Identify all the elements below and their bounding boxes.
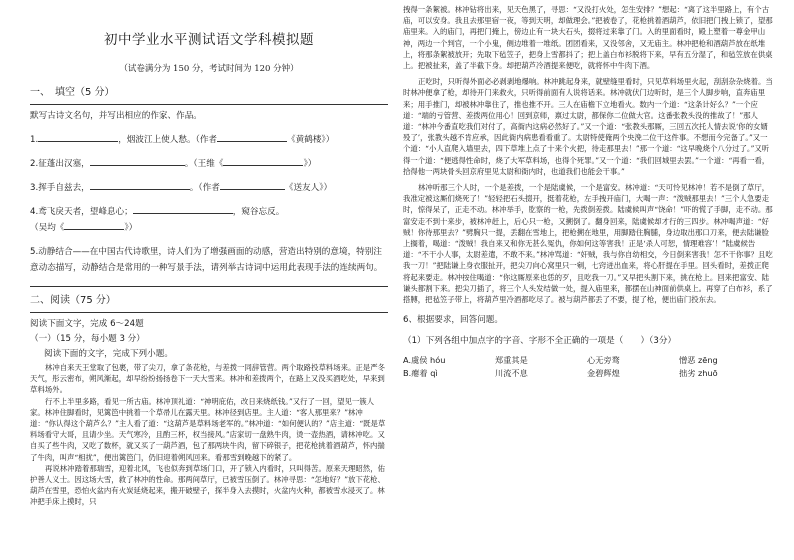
question-5: 5.动静结合——在中国古代诗歌里，诗人们为了增强画面的动感，营造出特别的意境，特别注意动态描写，动静结合是常用的一种写景手法，请列举古诗词中运用此表现手法的连续两句。 [30, 247, 383, 273]
answer-line[interactable] [30, 276, 388, 287]
subsection-instruction: 阅读下面的文字，完成下列小题。 [44, 349, 173, 359]
option-b[interactable]: B.瘪着 qì 川流不息 金碧辉煌 拙劣 zhuō [403, 368, 718, 379]
fill-item-5: （吴均《 》） [30, 220, 388, 236]
passage-paragraph: 正吃时，只听得外面必必剥剥地爆响。林冲跳起身来，就壁缝里看时，只见草料场里火起，刮刮杂杂烧着。当时林冲便拿了枪，却待开门来救火，只听得前面有人说将话来。林冲就伏门边听时，是三个人脚步响，直奔庙里来；用手推门，却被林冲靠住了，推也推不开。三人在庙檐下立地看火。数内一个道：“这条计好么？”一个应道：“端的亏管营、差拨两位用心！回到京师，禀过太尉，都保你二位做大官。这番张教头没的推故了！”那人道：“林冲今番直吃我们对付了，高衙内这病必然好了。”又一个道：“张教头那厮，三回五次托人情去说‘你的女婿殁了’，张教头越不肯应承，因此衙内病患看看重了。太尉特使俺两个央浼二位干这件事。不想而今完备了。”又一个道：“小人直爬入墙里去，四下草堆上点了十来个火把，待走那里去！”那一个道：“这早晚烧个八分过了。”又听得一个道：“便逃得性命时，烧了大军草料场，也得个死罪。”又一个道：“我们回城里去罢。”一个道：“再看一看，拾得他一两块骨头回京府里见太尉和衙内时，也道我们也能会干事。” [403, 77, 773, 176]
subsection-heading: （一）（15 分，每小题 3 分） [30, 334, 145, 344]
blank[interactable] [64, 220, 124, 230]
blank[interactable] [217, 132, 287, 142]
divider [30, 312, 388, 313]
passage-paragraph: 林冲自来天王堂取了包裹，带了尖刀，拿了条花枪，与差拨一同辞管营。两个取路投草料场来。正是严冬天气，彤云密布，朔风渐起，却早纷纷扬扬卷下一天大雪来。林冲和差拨两个，在路上又没买酒吃处，早来到草料场外。 [30, 363, 385, 395]
blank[interactable] [38, 132, 118, 142]
blank[interactable] [223, 156, 303, 166]
exam-info: （试卷满分为 150 分，考试时间为 120 分钟） [119, 64, 299, 74]
fill-item-1: 1. ，烟波江上使人愁。（作者 《黄鹤楼》） [30, 132, 388, 148]
section2-instruction: 阅读下面文字，完成 6～24题 [30, 319, 144, 329]
section1-instruction: 默写古诗文名句，并写出相应的作家、作品。 [30, 111, 202, 121]
fill-item-2: 2.征蓬出汉塞， 。（王维《 》） [30, 156, 388, 172]
fill-item-3: 3.挥手自兹去， 。（作者 《送友人》） [30, 180, 388, 196]
blank[interactable] [133, 204, 233, 214]
fill-item-4: 4.鸢飞戾天者，望峰息心； ，窥谷忘反。 [30, 204, 388, 220]
blank[interactable] [90, 180, 190, 190]
passage-paragraph: 拽得一条絮被。林冲钻将出来，见天色黑了，寻思：“又没打火处，怎生安排？”想起：“离了这半里路上，有个古庙，可以安身。我且去那里宿一夜，等到天明，却做理会。”把被卷了，花枪挑着酒葫芦，依旧把门拽上锁了，望那庙里来。入的庙门，再把门掩上，傍边止有一块大石头，掇将过来靠了门。入的里面看时，殿上塑着一尊金甲山神，两边一个判官，一个小鬼，侧边堆着一堆纸。团团看来，又没邻舍，又无庙主。林冲把枪和酒葫芦放在纸堆上，将那条絮被放开；先取下毡笠子，把身上雪都抖了；把上盖白布衫脱将下来，早有五分湿了，和毡笠放在供桌上。把被扯来，盖了半截下身。却把葫芦冷酒提来便吃，就将怀中牛肉下酒。 [403, 5, 773, 71]
section2-heading: 二、阅读（75 分） [30, 295, 116, 306]
left-column [30, 0, 388, 508]
option-a[interactable]: A.虞侯 hóu 郑重其是 心无旁骛 憎恶 zēng [403, 355, 718, 366]
question-6-heading: 6、根据要求，回答问题。 [403, 315, 503, 326]
passage-paragraph: 再说林冲踏着那瑞雪，迎着北风，飞也似奔到草场门口，开了锁入内看时，只叫得苦。原来天理昭然，佑护善人义士。因这场大雪，救了林冲的性命。那两间草厅，已被雪压倒了。林冲寻思：“怎地好？”放下花枪、葫芦在雪里，恐怕火盆内有火炭延烧起来，搬开破壁子，探半身入去摸时，火盆内火种，都被雪水浸灭了。林冲把手床上摸时，只 [30, 463, 385, 507]
blank[interactable] [90, 156, 185, 166]
passage-paragraph: 林冲听那三个人时，一个是差拨，一个是陆虞候，一个是富安。林冲道：“天可怜见林冲！若不是倒了草厅，我准定被这厮们烧死了！”轻轻把石头掇开，挺着花枪，左手拽开庙门，大喝一声：“泼贼那里去！”三个人急要走时，惊得呆了，正走不动。林冲举手，肐察的一枪，先拨倒差拨。陆虞候叫声“饶命！”吓的慌了手脚，走不动。那富安走不到十来步，被林冲赶上，后心只一枪，又搠倒了。翻身回来，陆虞候却才行的三四步。林冲喝声道：“好贼！你待那里去？”劈胸只一提，丢翻在雪地上，把枪搠在地里，用脚踏住胸脯，身边取出那口刀来，便去陆谦脸上搁着，喝道：“泼贼！我自来又和你无甚么冤仇，你如何这等害我！正是‘杀人可恕，情理难容’！”陆虞候告道：“不干小人事，太尉差遣，不敢不来。”林冲骂道：“奸贼，我与你自幼相交，今日倒来害我！怎不干你事？且吃我一刀！”把陆谦上身衣服扯开，把尖刀向心窝里只一剜，七窍迸出血来，将心肝提在手里。回头看时，差拨正爬将起来要走。林冲按住喝道：“你这厮原来也恁的歹，且吃我一刀。”又早把头割下来，挑在枪上。回来把富安、陆谦头都割下来。把尖刀插了，将三个人头发结做一处，提入庙里来，都摆在山神面前供桌上。再穿了白布衫，系了搭膊，把毡笠子带上，将葫芦里冷酒都吃尽了。被与葫芦都丢了不要，提了枪，便出庙门投东去。 [403, 183, 773, 305]
passage-paragraph: 行不上半里多路，看见一所古庙。林冲顶礼道：“神明庇佑，改日来烧纸钱。”又行了一回，望见一簇人家。林冲住脚看时，见篱笆中挑着一个草帚儿在露天里。林冲径到店里。主人道：“客人那里来？”林冲道：“你认得这个葫芦么？”主人看了道：“这葫芦是草料场老军的。”林冲道：“如何便认的？”店主道：“既是草料场看守大哥，且请少坐。天气寒冷，且酌三杯，权当接风。”店家切一盘熟牛肉，烫一壶热酒，请林冲吃。又自买了些牛肉，又吃了数杯，就又买了一葫芦酒，包了那两块牛肉，留下碎银子，把花枪挑着酒葫芦，怀内揣了牛肉，叫声“相扰”，便出篱笆门，仍旧迎着朔风回来。看那雪到晚越下的紧了。 [30, 396, 386, 462]
divider [30, 104, 388, 105]
section1-heading: 一、 填空（5 分） [30, 87, 115, 98]
question-6-stem: （1）下列各组中加点字的字音、字形不全正确的一项是（ ）（3分） [403, 335, 677, 346]
blank[interactable] [220, 180, 285, 190]
right-column [403, 4, 773, 380]
page-title: 初中学业水平测试语文学科模拟题 [104, 32, 314, 48]
